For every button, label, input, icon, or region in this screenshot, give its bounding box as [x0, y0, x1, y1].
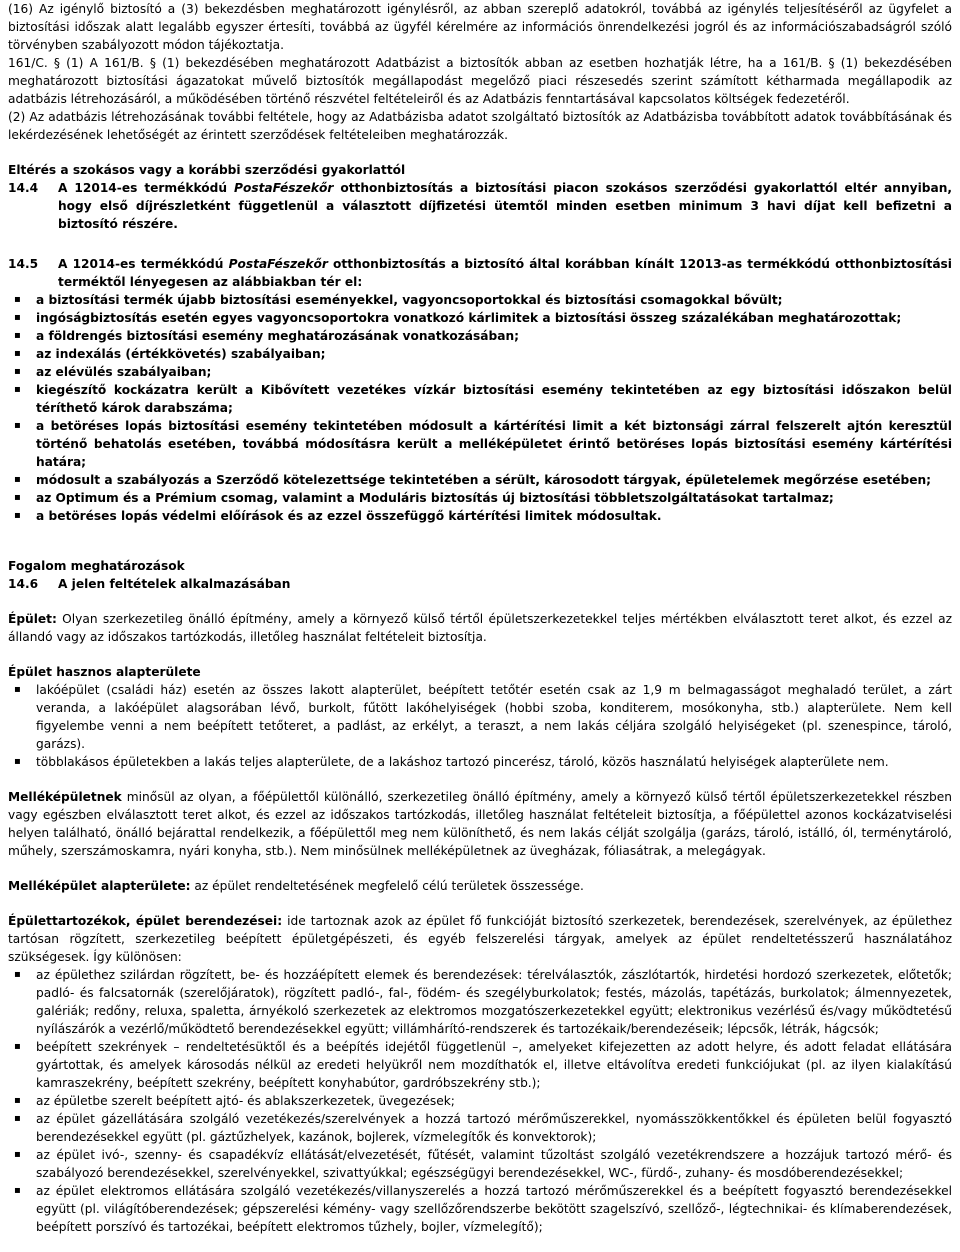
clause-number: 14.5	[8, 257, 39, 271]
definition-tartozekok	[8, 912, 952, 966]
definition-term: Épület:	[8, 612, 57, 626]
section-title-deviation: Eltérés a szokásos vagy a korábbi szerződési gyakorlattól	[8, 163, 406, 177]
section-title-definitions: Fogalom meghatározások	[8, 559, 185, 573]
list-item: ▪ az épülethez szilárdan rögzített, be- és hozzáépített elemek és berendezések: térelválasztók, zászlótartók, hirdetési hordozó szerkezetek, előtetők; padló- és falcsatornák (szerelőjáratok), rögzített padló-, fal-, födém- és szegélyburkolatok; festés, mázolás, tapétázás, burkolatok; álmennyezetek, galériák; redőny, reluxa, spaletta, árnyékoló szerkezetek az elektromos mozgatószerkezetekkel együtt; elektronikus vezérlésű és/vagy működtetésű nyílászárók a vezérlő/működtető berendezésekkel együtt; villámhárító-rendszerek és tartozékaik/berendezéseik; lépcsők, létrák, hágcsók;	[8, 966, 952, 1038]
list-item: ▪ az épület ivó-, szenny- és csapadékvíz ellátását/elvezetését, fűtését, valamint tűzoltást szolgáló vezetékrendszere a hozzájuk tartozó mérő- és szabályozó berendezésekkel, szerelvényekkel, szivattyúkkal; egészségügyi berendezésekkel, WC-, fürdő-, zuhany- és mosdóberendezésekkel;	[8, 1146, 952, 1182]
clause-body: A jelen feltételek alkalmazásában	[58, 577, 291, 591]
paragraph-161c-1: 161/C. § (1) A 161/B. § (1) bekezdésében meghatározott Adatbázist a biztosítók abban az esetben hozhatják létre, ha a 161/B. § (1) bekezdésében meghatározott biztosítási ágazatokat művelő biztosítók megállapodást megelőző piaci részesedés szerint számított kétharmada megállapodik az adatbázis létrehozásáról, a működésében történő részvétel feltételeiről és az Adatbázis fenntartásával kapcsolatos költségek fedezetéről.	[8, 56, 952, 106]
definition-term: Épülettartozékok, épület berendezései:	[8, 914, 283, 928]
product-brand: PostaFészekőr	[228, 257, 328, 271]
definition-epulet	[8, 610, 952, 646]
definition-text: ide tartoznak azok az épület fő funkcióját biztosító szerkezetek, berendezések, szerelvények, az épülethez tartósan rögzített, szerkezetileg beépített épületgépészeti, és egyéb felszerelési tárgyak, amelyek az épület rendeltetésszerű használatához szükségesek. Így különösen:	[8, 914, 952, 964]
definition-hasznos-title: Épület hasznos alapterülete	[8, 665, 201, 679]
list-item: ▪ az épületbe szerelt beépített ajtó- és ablakszerkezetek, üvegezések;	[8, 1092, 952, 1110]
clause-body	[58, 179, 952, 233]
list-item: ▪ az épület elektromos ellátására szolgáló vezetékezés/villanyszerelés a hozzá tartozó mérőműszerekkel és a beépített fogyasztó berendezésekkel együtt (pl. világítóberendezések; gépszerelési kémény- vagy szellőzőrendszerbe bekötött szagelszívó, szellőző-, légtechnikai- és klímaberendezések, beépített porszívó és tartozékai, beépített elektromos tűzhely, bojler, vízmelegítő);	[8, 1182, 952, 1236]
clause-text: A 12014-es termékkódú	[58, 257, 229, 271]
list-item: ▪ a betöréses lopás biztosítási esemény tekintetében módosult a kártérítési limit a két biztonsági zárral felszerelt ajtón keresztül történő behatolás esetében, továbbá módosításra került a melléképületet érintő betöréses lopás biztosítási esemény kártérítési határa;	[8, 417, 952, 471]
clause-number: 14.4	[8, 181, 39, 195]
list-item: ▪ ingóságbiztosítás esetén egyes vagyoncsoportokra vonatkozó kárlimitek a biztosítási összeg százalékában meghatározottak;	[8, 309, 952, 327]
hasznos-list	[8, 681, 952, 771]
clause-body	[58, 255, 952, 291]
list-item: ▪ a földrengés biztosítási esemény meghatározásának vonatkozásában;	[8, 327, 952, 345]
definition-text: minősül az olyan, a főépülettől különálló, szerkezetileg önálló építmény, amely a környező külső tértől épületszerkezetekkel részben vagy egészben elválasztott teret alkot, és ezzel az időszakos tartózkodás, illetőleg használat feltételeit biztosítja, a főépülettel azonos kockázatviselési helyen található, önálló bejárattal rendelkezik, a főépülettől meg nem különíthető, és nem lakás célját szolgálja (garázs, tároló, istálló, ól, terménytároló, műhely, szerszámoskamra, nyári konyha, stb.). Nem minősülnek melléképületnek az üvegházak, fóliasátrak, a melegágyak.	[8, 790, 952, 858]
clause-14-5	[8, 255, 952, 291]
list-item: ▪ többlakásos épületekben a lakás teljes alapterülete, de a lakáshoz tartozó pincerész, tároló, közös használatú helyiségek alapterülete nem.	[8, 753, 952, 771]
product-brand: PostaFészekőr	[234, 181, 334, 195]
clause-text: otthonbiztosítás a biztosító által korábban kínált 12013-as termékkódú otthonbiztosítási terméktől lényegesen az alábbiakban tér el:	[58, 257, 952, 289]
paragraph-161c-2: (2) Az adatbázis létrehozásának további feltétele, hogy az Adatbázisba adatot szolgáltató biztosítók az Adatbázisba továbbított adatok továbbításának és lekérdezésének lehetőségét az érintett szerződések feltételeiben meghatározzák.	[8, 110, 952, 142]
definition-mellekepulet	[8, 788, 952, 860]
list-item: ▪ az épület gázellátására szolgáló vezetékezés/szerelvények a hozzá tartozó mérőműszerekkel, nyomásszökkentőkkel és épületen belül fogyasztó berendezésekkel együtt (pl. gáztűzhelyek, kazánok, bojlerek, vízmelegítők és konvektorok);	[8, 1110, 952, 1146]
list-item: ▪ lakóépület (családi ház) esetén az összes lakott alapterület, beépített tetőtér esetén csak az 1,9 m belmagasságot meghaladó terület, a zárt veranda, a lakóépület alagsorában lévő, burkolt, fűtött lakóhelyiségek (hobbi szoba, konditerem, mosókonyha, stb.) alapterülete. Nem kell figyelembe venni a nem beépített tetőteret, a padlást, az erkélyt, a teraszt, a nem lakás céljára szolgáló helyiségeket (pl. szenespince, tároló, garázs).	[8, 681, 952, 753]
definition-mellekepulet-alapterulet	[8, 877, 952, 895]
definition-term: Melléképületnek	[8, 790, 122, 804]
clause-number: 14.6	[8, 577, 39, 591]
clause-14-4	[8, 179, 952, 233]
list-item: ▪ a betöréses lopás védelmi előírások és az ezzel összefüggő kártérítési limitek módosultak.	[8, 507, 952, 525]
deviation-list	[8, 291, 952, 525]
definition-term: Melléképület alapterülete:	[8, 879, 191, 893]
definition-text: az épület rendeltetésének megfelelő célú területek összessége.	[190, 879, 584, 893]
list-item: ▪ az indexálás (értékkövetés) szabályaiban;	[8, 345, 952, 363]
clause-text: otthonbiztosítás a biztosítási piacon szokásos szerződési gyakorlattól eltér annyiban, hogy első díjrészletként függetlenül a választott díjfizetési ütemtől minden esetben minimum 3 havi díjat kell befizetni a biztosító részére.	[58, 181, 952, 231]
clause-text: A 12014-es termékkódú	[58, 181, 235, 195]
tartozek-list	[8, 966, 952, 1236]
clause-14-6	[8, 575, 952, 593]
list-item: ▪ kiegészítő kockázatra került a Kibővített vezetékes vízkár biztosítási esemény tekintetében az egy biztosítási időszakon belül téríthető károk darabszáma;	[8, 381, 952, 417]
list-item: ▪ beépített szekrények – rendeltetésüktől és a beépítés idejétől függetlenül –, amelyeket kifejezetten az adott helyre, és adott feladat ellátására gyártottak, és amelyek károsodás nélkül az eredeti helyükről nem mozdíthatók el, illetve eltávolítva eredeti funkciójukat (pl. az ilyen kialakítású kamraszekrény, beépített szekrény, beépített konyhabútor, gardróbszekrény stb.);	[8, 1038, 952, 1092]
list-item: ▪ a biztosítási termék újabb biztosítási eseményekkel, vagyoncsoportokkal és biztosítási csomagokkal bővült;	[8, 291, 952, 309]
list-item: ▪ módosult a szabályozás a Szerződő kötelezettsége tekintetében a sérült, károsodott tárgyak, épületelemek megőrzése esetében;	[8, 471, 952, 489]
list-item: ▪ az Optimum és a Prémium csomag, valamint a Moduláris biztosítás új biztosítási többletszolgáltatásokat tartalmaz;	[8, 489, 952, 507]
paragraph-16: (16) Az igénylő biztosító a (3) bekezdésben meghatározott igénylésről, az abban szereplő adatokról, továbbá az igénylés teljesítéséről az ügyfelet a biztosítási időszak alatt legalább egyszer értesíti, továbbá az ügyfél kérelmére az információs önrendelkezési jogról és az információszabadságról szóló törvényben szabályozott módon tájékoztatja.	[8, 2, 952, 52]
definition-text: Olyan szerkezetileg önálló építmény, amely a környező külső tértől épületszerkezetekkel teljes mértékben elválasztott teret alkot, és ezzel az állandó vagy az időszakos tartózkodás, illetőleg használat feltételeit biztosítja.	[8, 612, 952, 644]
list-item: ▪ az elévülés szabályaiban;	[8, 363, 952, 381]
